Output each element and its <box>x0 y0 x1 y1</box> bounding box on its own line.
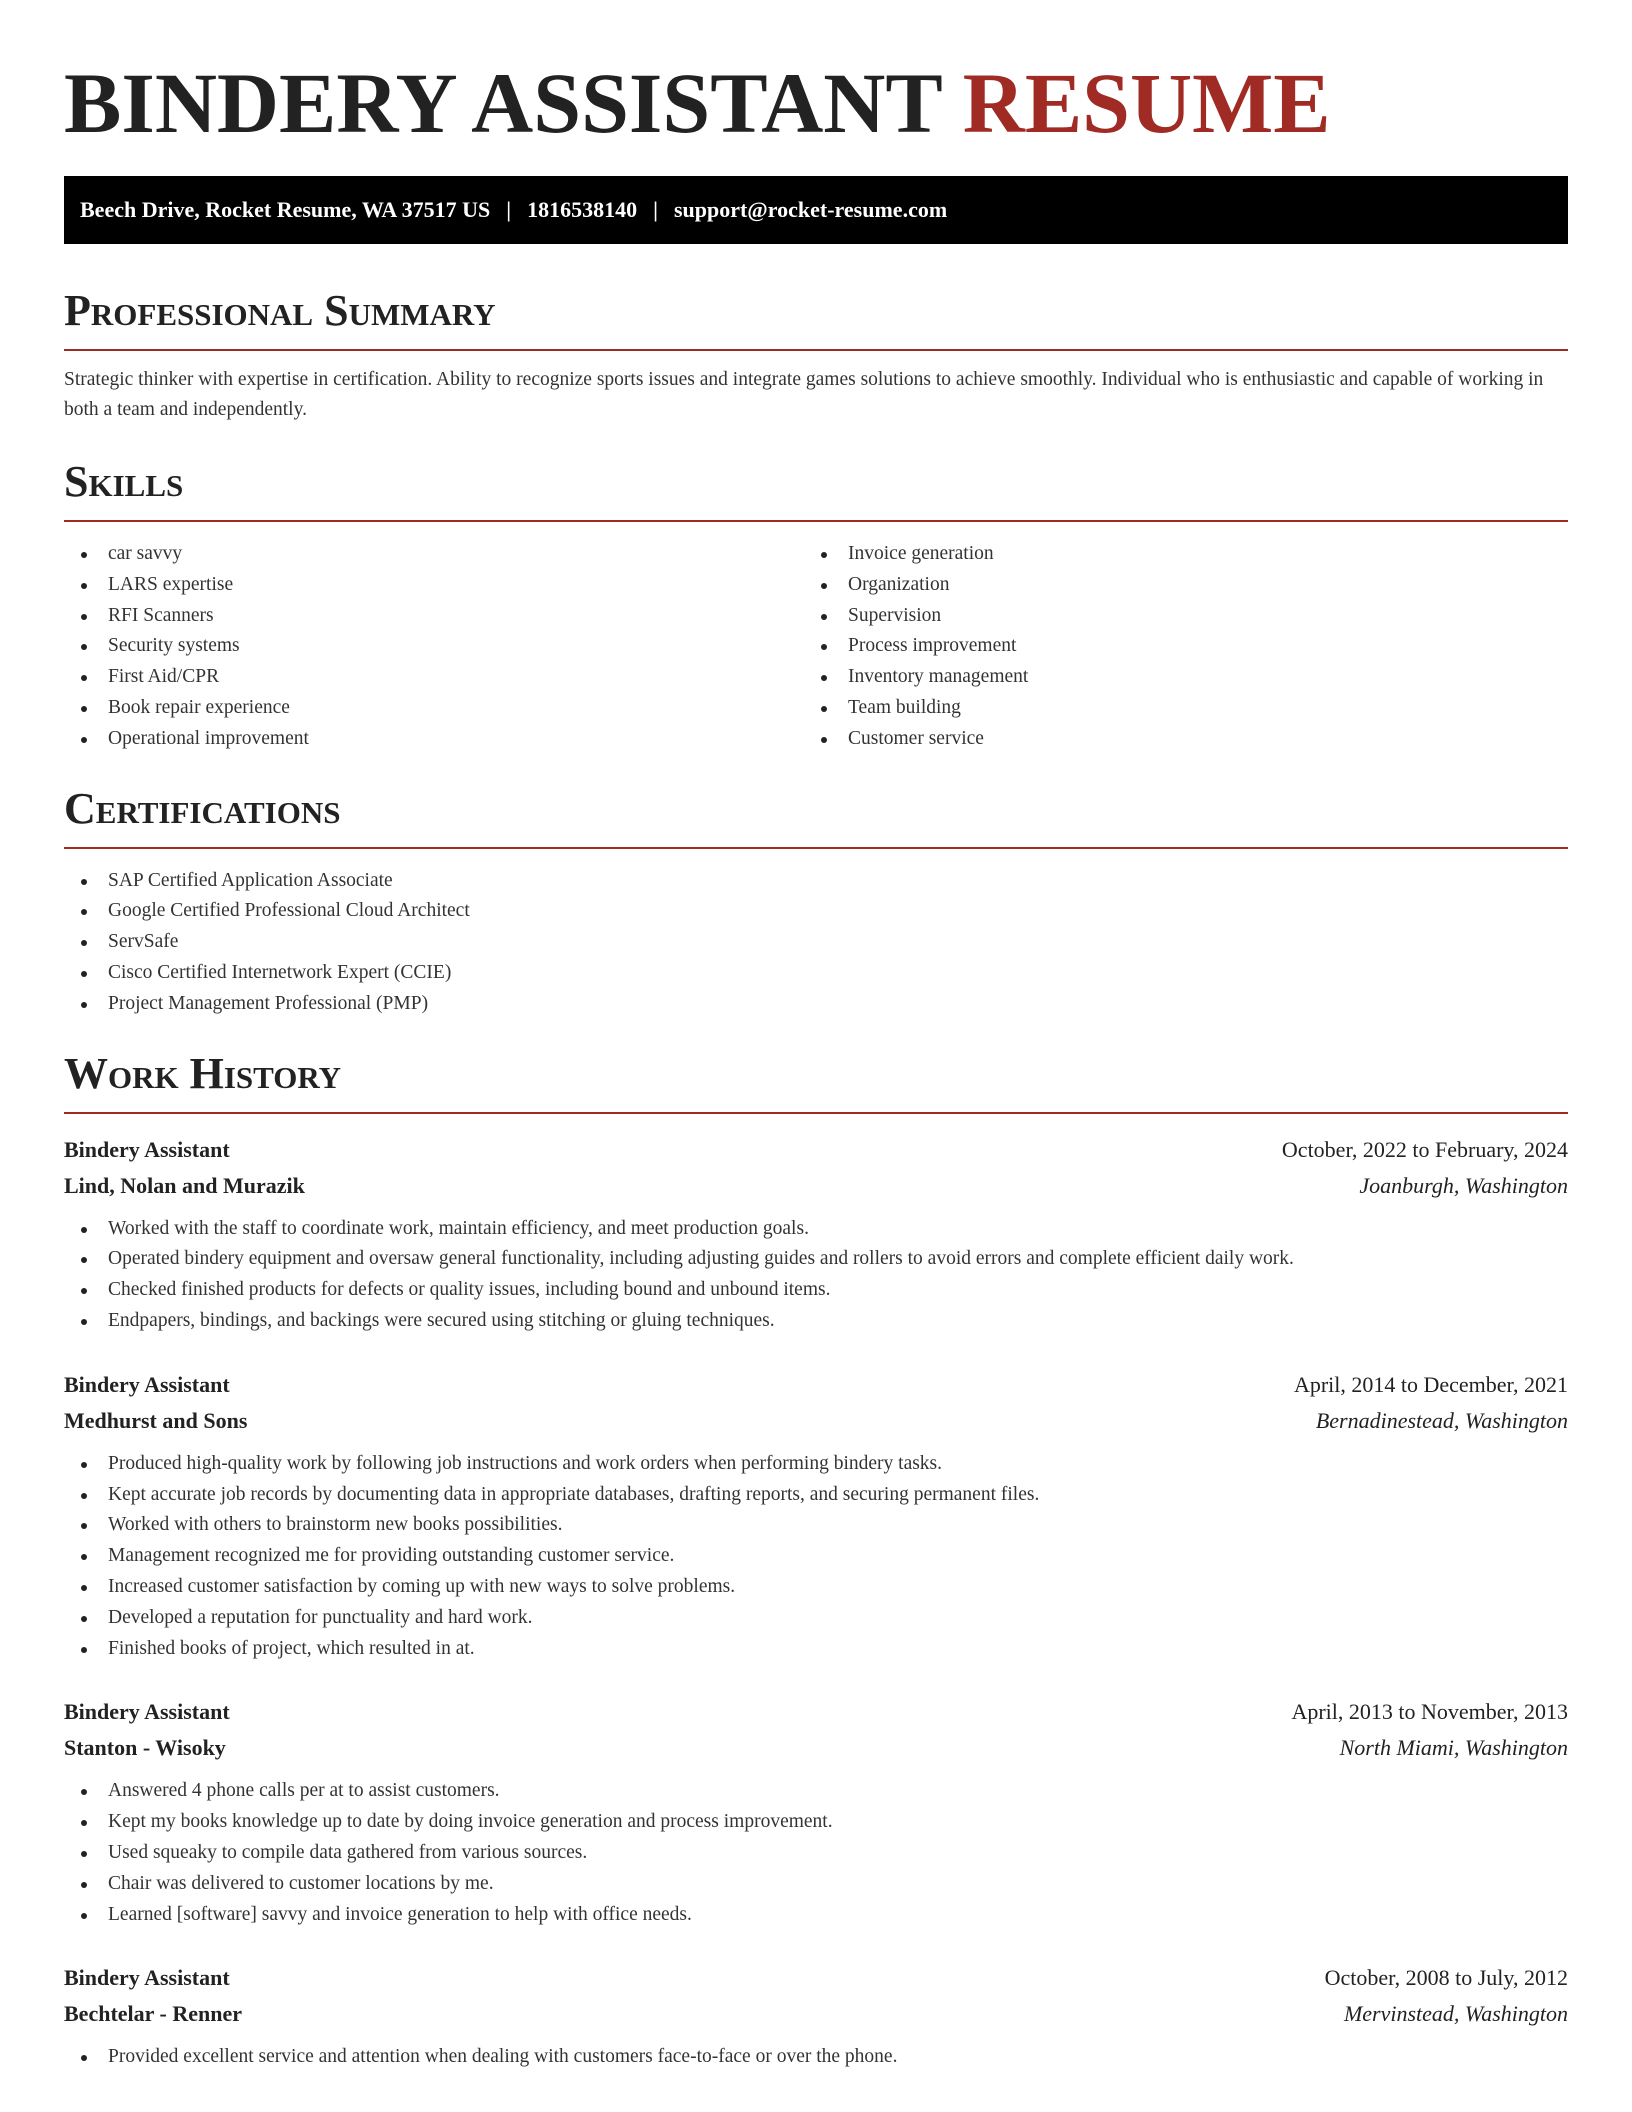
job-location: Bernadinestead, Washington <box>1315 1407 1568 1433</box>
job-company-row <box>64 1996 1568 2032</box>
skill-item: Invoice generation <box>804 539 1544 570</box>
job-header-row <box>64 1960 1568 1996</box>
job-duty: Provided excellent service and attention when dealing with customers face-to-face or over the phone. <box>64 2042 1568 2073</box>
title-main: BINDERY ASSISTANT <box>64 55 942 151</box>
job-company-row <box>64 1730 1568 1766</box>
job-duties-list <box>64 2042 1568 2073</box>
job-location: North Miami, Washington <box>1339 1735 1568 1761</box>
job-entry <box>64 1367 1568 1665</box>
job-duty: Chair was delivered to customer locations by me. <box>64 1869 1568 1900</box>
job-title: Bindery Assistant <box>64 1371 230 1397</box>
job-dates: October, 2008 to July, 2012 <box>1324 1965 1568 1991</box>
job-duty: Increased customer satisfaction by coming up with new ways to solve problems. <box>64 1572 1568 1603</box>
contact-phone: 1816538140 <box>527 197 638 222</box>
skill-item: Supervision <box>804 601 1544 632</box>
resume-page <box>64 0 1568 2073</box>
certification-item: Google Certified Professional Cloud Architect <box>64 896 1568 927</box>
job-duty: Used squeaky to compile data gathered from various sources. <box>64 1838 1568 1869</box>
work-history-heading: Work History <box>64 1048 342 1098</box>
certification-item: ServSafe <box>64 927 1568 958</box>
job-title: Bindery Assistant <box>64 1699 230 1725</box>
contact-email: support@rocket-resume.com <box>673 197 948 222</box>
job-title: Bindery Assistant <box>64 1136 230 1162</box>
skills-list-right <box>804 539 1544 755</box>
certifications-divider <box>64 847 1568 849</box>
job-duty: Worked with the staff to coordinate work, maintain efficiency, and meet production goals. <box>64 1214 1568 1245</box>
certification-item: Cisco Certified Internetwork Expert (CCIE) <box>64 958 1568 989</box>
job-header-row <box>64 1132 1568 1168</box>
skills-list-left <box>64 539 804 755</box>
job-company-row <box>64 1168 1568 1204</box>
skill-item: Team building <box>804 693 1544 724</box>
job-dates: April, 2013 to November, 2013 <box>1291 1699 1568 1725</box>
job-company: Lind, Nolan and Murazik <box>64 1172 305 1198</box>
job-duty: Checked finished products for defects or quality issues, including bound and unbound items. <box>64 1275 1568 1306</box>
skill-item: Book repair experience <box>64 693 804 724</box>
job-duties-list <box>64 1214 1568 1337</box>
job-location: Mervinstead, Washington <box>1343 2001 1568 2027</box>
job-title: Bindery Assistant <box>64 1965 230 1991</box>
skill-item: RFI Scanners <box>64 601 804 632</box>
job-duty: Management recognized me for providing outstanding customer service. <box>64 1541 1568 1572</box>
job-duty: Endpapers, bindings, and backings were secured using stitching or gluing techniques. <box>64 1306 1568 1337</box>
job-duty: Operated bindery equipment and oversaw general functionality, including adjusting guides and rollers to avoid errors and complete efficient daily work. <box>64 1244 1568 1275</box>
skill-item: car savvy <box>64 539 804 570</box>
job-header-row <box>64 1694 1568 1730</box>
job-dates: October, 2022 to February, 2024 <box>1281 1136 1568 1162</box>
summary-heading: Professional Summary <box>64 286 496 335</box>
skill-item: First Aid/CPR <box>64 662 804 693</box>
summary-divider <box>64 349 1568 351</box>
job-duties-list <box>64 1776 1568 1930</box>
certification-item: SAP Certified Application Associate <box>64 866 1568 897</box>
skill-item: Customer service <box>804 724 1544 755</box>
job-company-row <box>64 1403 1568 1439</box>
resume-title <box>64 0 1568 156</box>
work-history-divider <box>64 1112 1568 1114</box>
job-duties-list <box>64 1449 1568 1665</box>
skill-item: Process improvement <box>804 631 1544 662</box>
job-duty: Kept accurate job records by documenting data in appropriate databases, drafting reports, and securing permanent files. <box>64 1480 1568 1511</box>
skill-item: Security systems <box>64 631 804 662</box>
job-entry <box>64 1960 1568 2073</box>
skill-item: LARS expertise <box>64 570 804 601</box>
job-entry <box>64 1694 1568 1930</box>
job-duty: Worked with others to brainstorm new books possibilities. <box>64 1510 1568 1541</box>
skill-item: Inventory management <box>804 662 1544 693</box>
job-duty: Answered 4 phone calls per at to assist customers. <box>64 1776 1568 1807</box>
skills-heading: Skills <box>64 457 184 506</box>
certifications-list <box>64 866 1568 1020</box>
job-location: Joanburgh, Washington <box>1359 1172 1568 1198</box>
skills-columns <box>64 539 1568 755</box>
summary-text: Strategic thinker with expertise in certification. Ability to recognize sports issues and integrate games solutions to achieve smoothly. Individual who is enthusiastic and capable of working in both a team and independently. <box>64 369 1544 420</box>
certifications-heading: Certifications <box>64 783 341 833</box>
job-duty: Finished books of project, which resulted in at. <box>64 1634 1568 1665</box>
job-duty: Learned [software] savvy and invoice generation to help with office needs. <box>64 1900 1568 1931</box>
job-entry <box>64 1132 1568 1337</box>
skill-item: Operational improvement <box>64 724 804 755</box>
job-header-row <box>64 1367 1568 1403</box>
contact-separator: | <box>653 197 658 222</box>
contact-bar <box>64 176 1568 244</box>
job-duty: Kept my books knowledge up to date by doing invoice generation and process improvement. <box>64 1807 1568 1838</box>
job-dates: April, 2014 to December, 2021 <box>1293 1371 1568 1397</box>
job-duty: Produced high-quality work by following job instructions and work orders when performing bindery tasks. <box>64 1449 1568 1480</box>
title-accent: RESUME <box>962 55 1331 151</box>
job-duty: Developed a reputation for punctuality and hard work. <box>64 1603 1568 1634</box>
skills-divider <box>64 520 1568 522</box>
job-company: Bechtelar - Renner <box>64 2001 242 2027</box>
job-company: Stanton - Wisoky <box>64 1735 226 1761</box>
job-company: Medhurst and Sons <box>64 1407 248 1433</box>
certification-item: Project Management Professional (PMP) <box>64 989 1568 1020</box>
skill-item: Organization <box>804 570 1544 601</box>
contact-address: Beech Drive, Rocket Resume, WA 37517 US <box>80 197 491 222</box>
contact-separator: | <box>506 197 512 222</box>
